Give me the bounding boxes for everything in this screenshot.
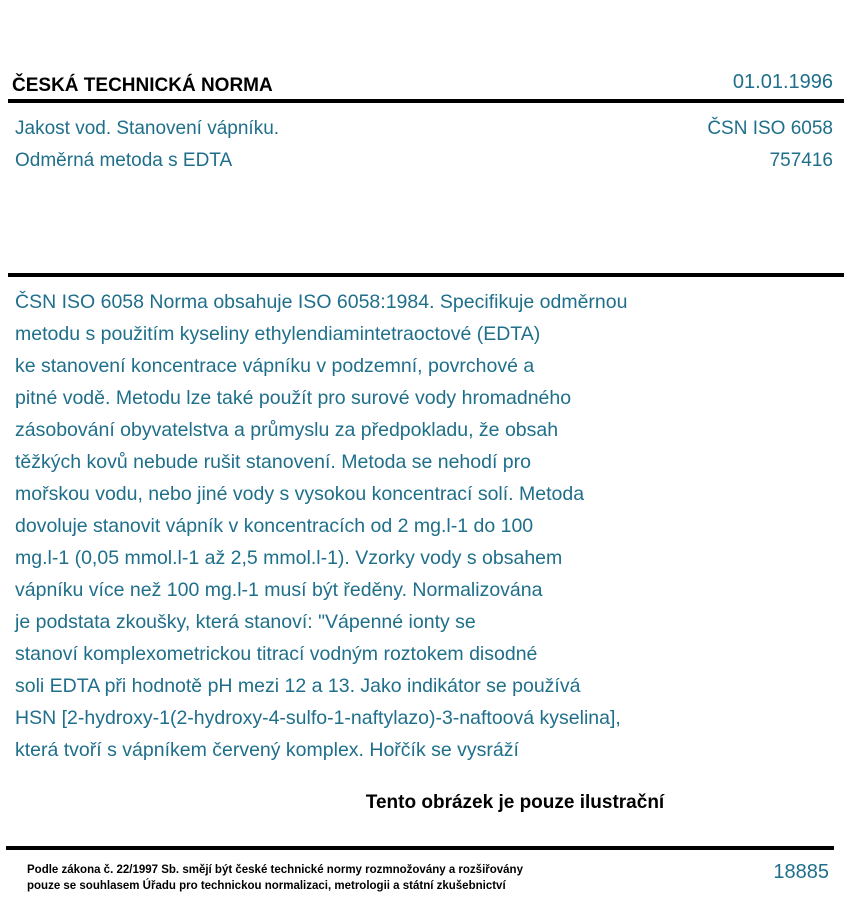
subject-line-1: Jakost vod. Stanovení vápníku. [15, 118, 280, 139]
abstract-line: ke stanovení koncentrace vápníku v podzemní, povrchové a [15, 355, 535, 377]
abstract-line: vápníku více než 100 mg.l-1 musí být ředěny. Normalizována [15, 579, 543, 601]
footer-line-2: pouze se souhlasem Úřadu pro technickou normalizaci, metrologii a státní zkušebnictví [27, 880, 506, 892]
abstract-line: zásobování obyvatelstva a průmyslu za předpokladu, že obsah [15, 419, 559, 441]
abstract-line: stanoví komplexometrickou titrací vodným roztokem disodné [15, 643, 538, 665]
document-title: ČESKÁ TECHNICKÁ NORMA [12, 75, 273, 96]
abstract-line: HSN [2-hydroxy-1(2-hydroxy-4-sulfo-1-naftylazo)-3-naftoová kyselina], [15, 707, 621, 729]
standard-code: ČSN ISO 6058 [707, 118, 833, 139]
footer-divider [6, 846, 834, 850]
footer-number: 18885 [773, 861, 829, 883]
abstract-line: je podstata zkoušky, která stanoví: "Vápenné ionty se [15, 611, 476, 633]
abstract-line: která tvoří s vápníkem červený komplex. Hořčík se vysráží [15, 739, 519, 761]
abstract-line: dovoluje stanovit vápník v koncentracích od 2 mg.l-1 do 100 [15, 515, 534, 537]
illustration-note: Tento obrázek je pouze ilustrační [365, 792, 665, 813]
abstract-line: ČSN ISO 6058 Norma obsahuje ISO 6058:1984. Specifikuje odměrnou [15, 291, 628, 313]
abstract-line: pitné vodě. Metodu lze také použít pro surové vody hromadného [15, 387, 572, 409]
content-divider [8, 273, 844, 277]
footer-line-1: Podle zákona č. 22/1997 Sb. smějí být české technické normy rozmnožovány a rozšiřovány [27, 864, 523, 876]
abstract-line: těžkých kovů nebude rušit stanovení. Metoda se nehodí pro [15, 451, 531, 473]
subject-line-2: Odměrná metoda s EDTA [15, 150, 233, 171]
abstract-line: metodu s použitím kyseliny ethylendiamintetraoctové (EDTA) [15, 323, 541, 345]
abstract-line: mořskou vodu, nebo jiné vody s vysokou koncentrací solí. Metoda [15, 483, 585, 505]
abstract-line: soli EDTA při hodnotě pH mezi 12 a 13. Jako indikátor se používá [15, 675, 581, 697]
abstract-text [15, 286, 715, 766]
class-number: 757416 [769, 150, 833, 171]
publication-date: 01.01.1996 [732, 71, 833, 93]
header-divider [8, 99, 844, 103]
footer-legal-notice [27, 862, 523, 894]
abstract-line: mg.l-1 (0,05 mmol.l-1 až 2,5 mmol.l-1). Vzorky vody s obsahem [15, 547, 563, 569]
